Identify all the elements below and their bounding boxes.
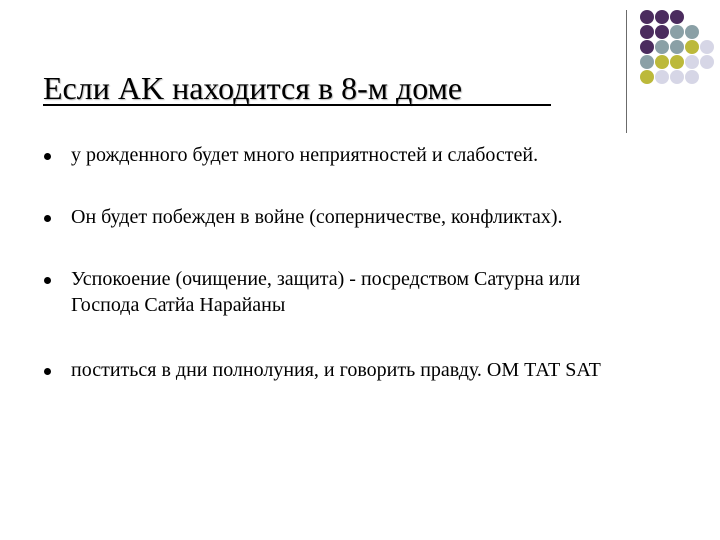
- decorative-dot: [655, 70, 669, 84]
- decorative-dot-grid: [640, 10, 720, 130]
- bullet-marker: [44, 153, 51, 160]
- decorative-dot: [670, 70, 684, 84]
- decorative-dot: [685, 40, 699, 54]
- decorative-dot: [640, 70, 654, 84]
- decorative-dot: [700, 40, 714, 54]
- decorative-dot: [685, 25, 699, 39]
- decorative-dot: [670, 40, 684, 54]
- decorative-dot: [655, 25, 669, 39]
- bullet-marker: [44, 215, 51, 222]
- decorative-dot: [670, 10, 684, 24]
- slide-title: Если AK находится в 8-м доме: [43, 70, 463, 106]
- bullet-text: у рожденного будет много неприятностей и слабостей.: [71, 144, 539, 166]
- decorative-dot: [670, 55, 684, 69]
- bullet-text: Он будет побежден в войне (соперничестве, конфликтах).: [71, 206, 563, 228]
- decorative-dot: [640, 10, 654, 24]
- decorative-dot: [685, 70, 699, 84]
- bullet-marker: [44, 277, 51, 284]
- bullet-marker: [44, 368, 51, 375]
- decorative-dot: [655, 40, 669, 54]
- bullet-text: Успокоение (очищение, защита) - посредством Сатурна или Господа Сатйа Нарайаны: [71, 268, 581, 316]
- title-underline: [43, 104, 551, 106]
- decorative-dot: [640, 40, 654, 54]
- decorative-dot: [655, 10, 669, 24]
- decorative-dot: [655, 55, 669, 69]
- decorative-dot: [670, 25, 684, 39]
- decorative-dot: [700, 55, 714, 69]
- decorative-dot: [640, 55, 654, 69]
- decorative-dot: [640, 25, 654, 39]
- vertical-divider: [626, 10, 627, 133]
- bullet-text: поститься в дни полнолуния, и говорить правду. ОМ ТАТ SAT: [71, 359, 601, 381]
- decorative-dot: [685, 55, 699, 69]
